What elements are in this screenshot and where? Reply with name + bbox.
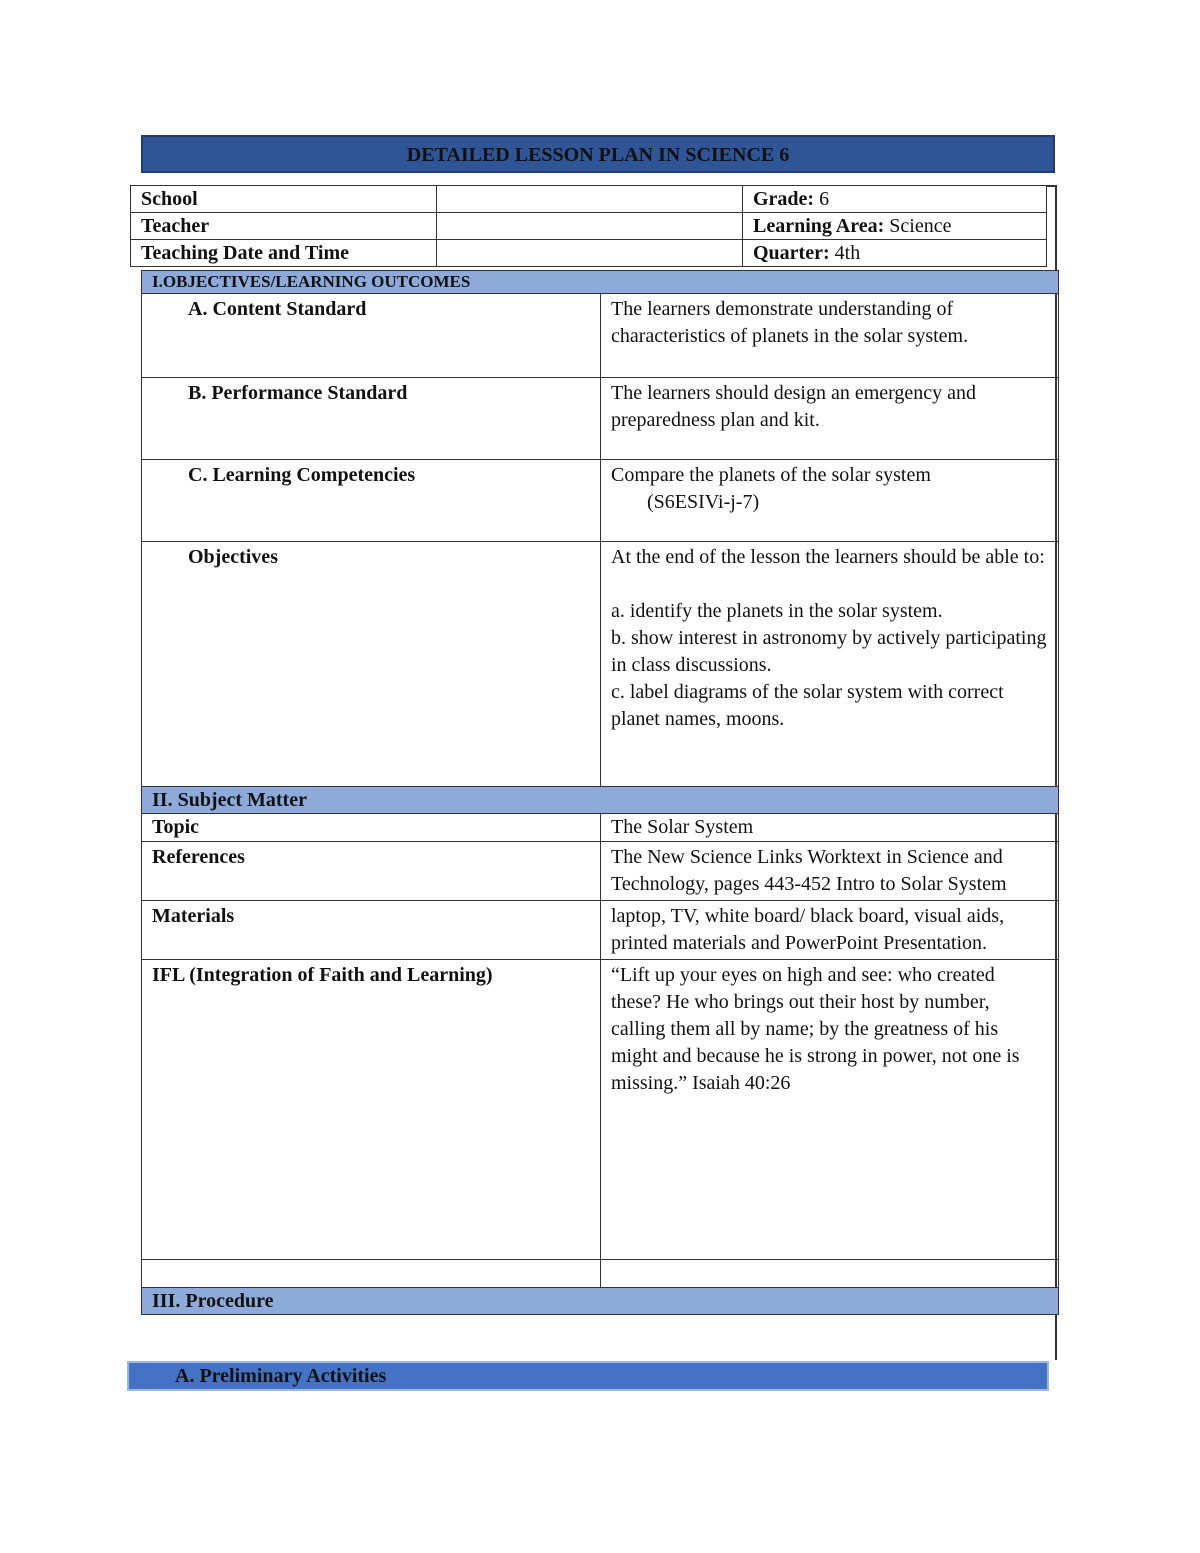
teacher-field xyxy=(437,213,743,240)
info-row-teacher xyxy=(131,213,1047,240)
competencies-code: (S6ESIVi-j-7) xyxy=(647,491,760,513)
objectives-cell xyxy=(601,542,1059,787)
objectives-row xyxy=(142,542,1059,787)
content-standard-label: A. Content Standard xyxy=(142,294,601,378)
grade-value: 6 xyxy=(819,188,830,210)
subject-matter-header-row xyxy=(142,787,1059,814)
competencies-label: C. Learning Competencies xyxy=(142,460,601,542)
ifl-value: “Lift up your eyes on high and see: who created these? He who brings out their host by number, calling them all by name; by the greatness of his might and because he is strong in power, not one is missing.” Isaiah 40:26 xyxy=(601,960,1059,1260)
info-row-school xyxy=(131,186,1047,213)
learning-area-label: Learning Area: xyxy=(753,215,885,237)
info-table xyxy=(130,185,1047,267)
objective-item: c. label diagrams of the solar system with correct planet names, moons. xyxy=(611,681,1004,730)
content-standard-text: The learners demonstrate understanding of characteristics of planets in the solar system. xyxy=(601,294,1059,378)
info-row-date xyxy=(131,240,1047,267)
grade-cell xyxy=(743,186,1047,213)
school-field xyxy=(437,186,743,213)
objectives-header: I.OBJECTIVES/LEARNING OUTCOMES xyxy=(142,271,1059,294)
materials-row xyxy=(142,901,1059,960)
performance-standard-row xyxy=(142,378,1059,460)
spacer xyxy=(611,571,1048,598)
objective-item: a. identify the planets in the solar system. xyxy=(611,600,943,622)
learning-area-value: Science xyxy=(889,215,952,237)
date-field xyxy=(437,240,743,267)
materials-value: laptop, TV, white board/ black board, visual aids, printed materials and PowerPoint Presentation. xyxy=(601,901,1059,960)
performance-standard-text: The learners should design an emergency and preparedness plan and kit. xyxy=(601,378,1059,460)
topic-label: Topic xyxy=(142,814,601,842)
grade-label: Grade: xyxy=(753,188,815,210)
topic-row xyxy=(142,814,1059,842)
procedure-header: III. Procedure xyxy=(142,1288,1059,1315)
empty-cell xyxy=(601,1260,1059,1288)
page-title: DETAILED LESSON PLAN IN SCIENCE 6 xyxy=(141,135,1055,173)
quarter-label: Quarter: xyxy=(753,242,830,264)
teacher-label: Teacher xyxy=(131,213,437,240)
procedure-header-row xyxy=(142,1288,1059,1315)
date-label: Teaching Date and Time xyxy=(131,240,437,267)
preliminary-activities-bar: A. Preliminary Activities xyxy=(127,1361,1049,1391)
references-row xyxy=(142,842,1059,901)
objectives-header-row xyxy=(142,271,1059,294)
references-label: References xyxy=(142,842,601,901)
subject-matter-header: II. Subject Matter xyxy=(142,787,1059,814)
content-standard-row xyxy=(142,294,1059,378)
empty-row xyxy=(142,1260,1059,1288)
performance-standard-label: B. Performance Standard xyxy=(142,378,601,460)
school-label: School xyxy=(131,186,437,213)
quarter-value: 4th xyxy=(834,242,861,264)
references-value: The New Science Links Worktext in Science and Technology, pages 443-452 Intro to Solar System xyxy=(601,842,1059,901)
quarter-cell xyxy=(743,240,1047,267)
ifl-label: IFL (Integration of Faith and Learning) xyxy=(142,960,601,1260)
objectives-intro: At the end of the lesson the learners should be able to: xyxy=(611,546,1045,568)
objective-item: b. show interest in astronomy by actively participating in class discussions. xyxy=(611,627,1047,676)
competencies-text: Compare the planets of the solar system xyxy=(611,464,931,486)
materials-label: Materials xyxy=(142,901,601,960)
lesson-table xyxy=(141,270,1059,1315)
objectives-label: Objectives xyxy=(142,542,601,787)
empty-cell xyxy=(142,1260,601,1288)
ifl-row xyxy=(142,960,1059,1260)
competencies-cell xyxy=(601,460,1059,542)
learning-area-cell xyxy=(743,213,1047,240)
competencies-row xyxy=(142,460,1059,542)
topic-value: The Solar System xyxy=(601,814,1059,842)
